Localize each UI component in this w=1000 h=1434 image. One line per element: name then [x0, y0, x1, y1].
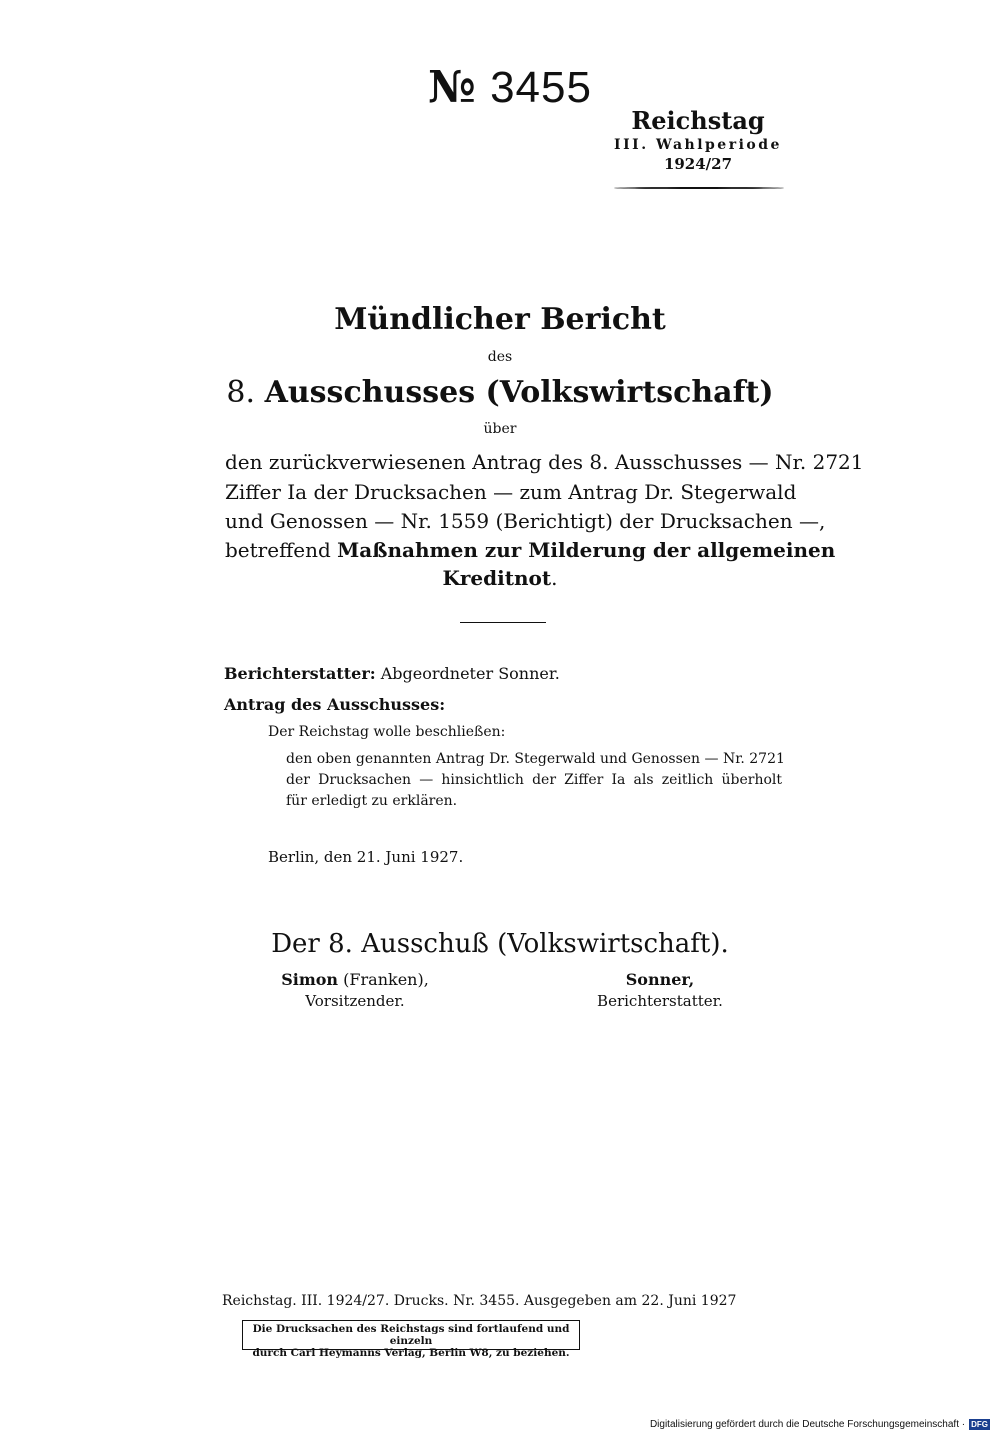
period-years: 1924/27 [663, 155, 733, 173]
header-box [612, 106, 784, 190]
publisher-notice-line-2: durch Carl Heymanns Verlag, Berlin W8, zu beziehen. [252, 1347, 570, 1359]
signature-committee: Der 8. Ausschuß (Volkswirtschaft). [271, 929, 729, 959]
number-value: 3455 [490, 63, 592, 112]
signer-chairman-name [280, 970, 430, 989]
reporter-label: Berichterstatter: [224, 664, 376, 683]
publisher-notice-box [242, 1320, 580, 1359]
subject-emphasis: Maßnahmen zur Milderung der allgemeinen [337, 538, 836, 562]
subject-line-3: und Genossen — Nr. 1559 (Berichtigt) der Drucksachen —, [225, 509, 826, 533]
parliament-name: Reichstag [631, 106, 765, 135]
committee-name: Ausschusses (Volkswirtschaft) [264, 375, 774, 410]
dfg-logo-icon: DFG [971, 1420, 988, 1429]
reporter-value: Abgeordneter Sonner. [380, 664, 560, 683]
title-des: des [487, 349, 513, 365]
number-symbol: № [428, 62, 477, 113]
signer-reporter [580, 970, 740, 1010]
chairman-surname: Simon [281, 970, 339, 989]
divider [460, 622, 546, 623]
page-title: Mündlicher Bericht [334, 302, 666, 337]
election-period: III. Wahlperiode [614, 137, 782, 153]
digitization-note [650, 1419, 990, 1430]
committee-number: 8. [226, 375, 256, 410]
chairman-extra: (Franken), [343, 970, 429, 989]
subject-emphasis-end: Kreditnot [442, 566, 552, 590]
subject-line-2: Ziffer Ia der Drucksachen — zum Antrag Dr. Stegerwald [225, 480, 797, 504]
subject-line-4 [225, 538, 836, 562]
signer-chairman [280, 970, 430, 1010]
date-line: Berlin, den 21. Juni 1927. [268, 848, 464, 866]
reporter-surname: Sonner, [625, 970, 695, 989]
footer-line: Reichstag. III. 1924/27. Drucks. Nr. 3455. Ausgegeben am 22. Juni 1927 [222, 1293, 737, 1309]
motion-heading: Antrag des Ausschusses: [224, 695, 446, 714]
subject-period: . [551, 566, 558, 590]
chairman-role: Vorsitzender. [305, 992, 405, 1010]
subject-prefix: betreffend [225, 538, 331, 562]
document-number [400, 62, 620, 122]
reporter-role: Berichterstatter. [597, 992, 723, 1010]
motion-line-3: für erledigt zu erklären. [286, 793, 458, 809]
publisher-notice-line-1: Die Drucksachen des Reichstags sind fortlaufend und einzeln [252, 1323, 570, 1347]
motion-intro: Der Reichstag wolle beschließen: [268, 724, 506, 740]
title-uber: über [483, 421, 517, 437]
committee-title [200, 375, 800, 410]
signer-reporter-name [580, 970, 740, 989]
subject-line-1: den zurückverwiesenen Antrag des 8. Ausschusses — Nr. 2721 [225, 450, 864, 474]
digitization-text: Digitalisierung gefördert durch die Deutsche Forschungsgemeinschaft · [649, 1419, 966, 1430]
motion-line-1: den oben genannten Antrag Dr. Stegerwald und Genossen — Nr. 2721 [286, 751, 785, 767]
subject-line-5 [200, 566, 800, 590]
motion-line-2: der Drucksachen — hinsichtlich der Ziffer Ia als zeitlich überholt [286, 772, 782, 788]
header-rule [614, 187, 784, 189]
reporter-line [224, 664, 560, 683]
